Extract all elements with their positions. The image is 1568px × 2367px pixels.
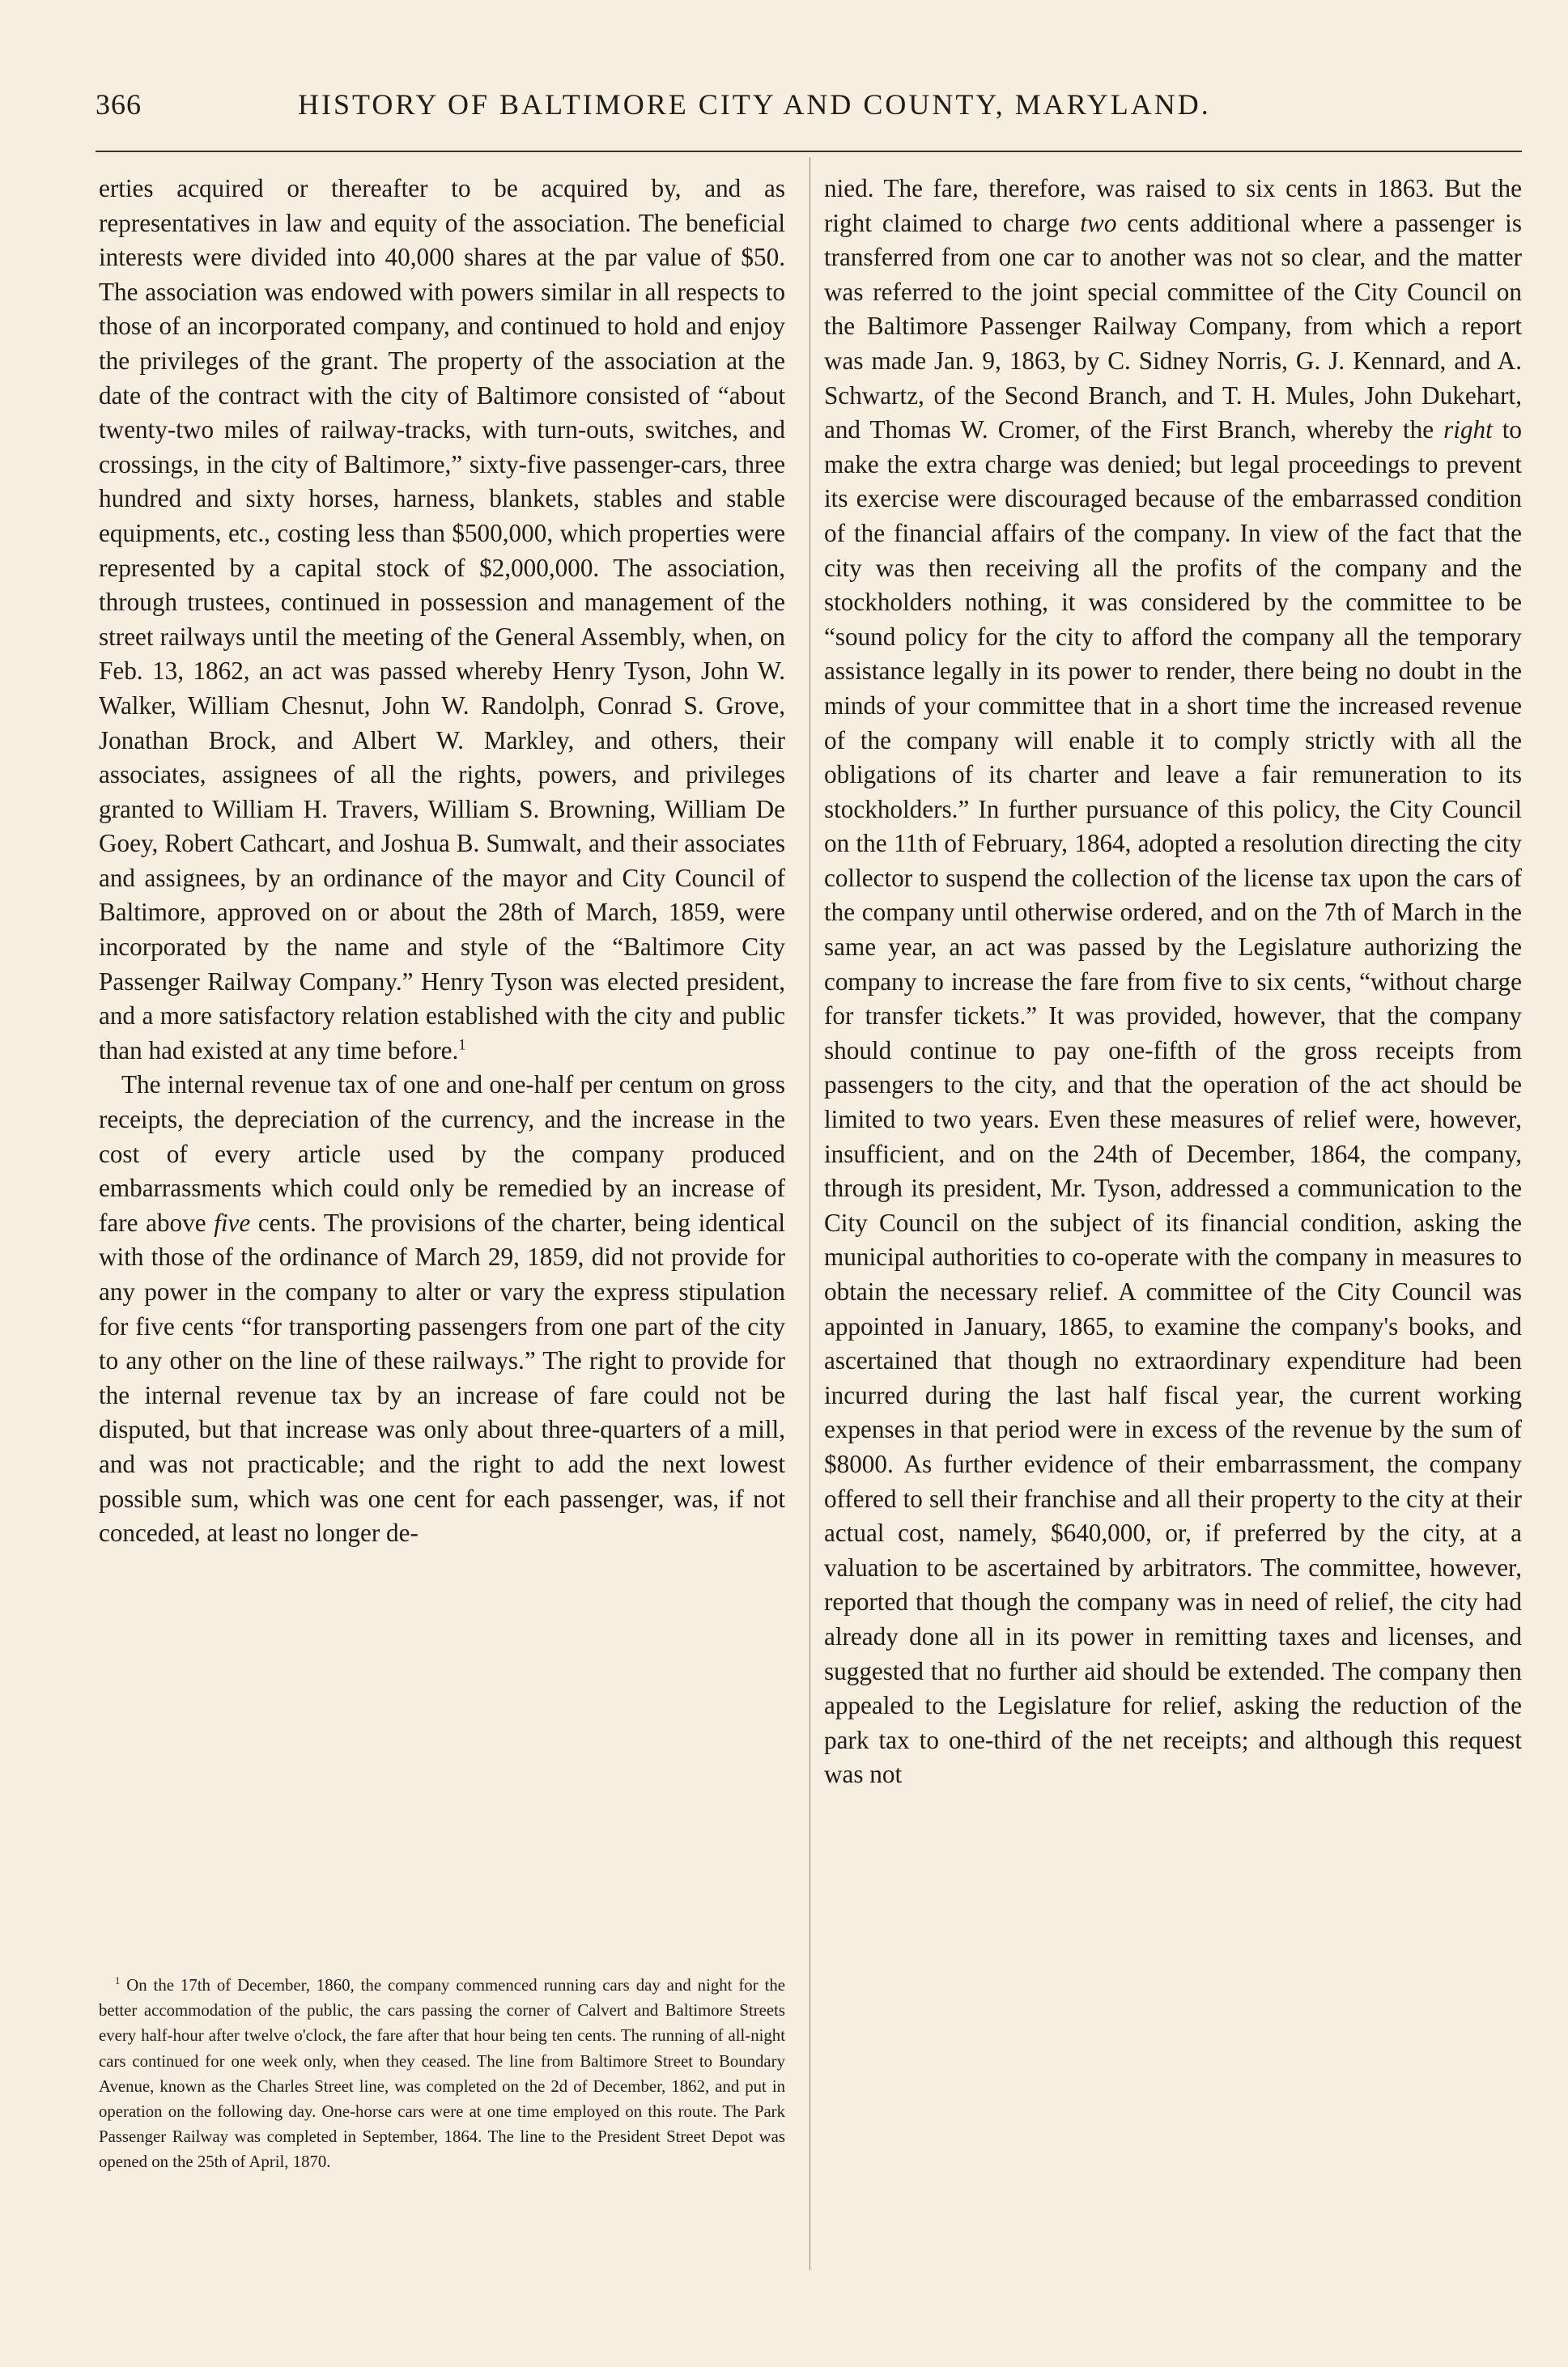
footnote-text: On the 17th of December, 1860, the company commenced running cars day and night for the better accommodation of the public, the cars passing the corner of Calvert and Baltimore Streets every half-hour after twelve o'clock, the fare after that hour being ten cents. The running of all-night cars continued for one week only, when they ceased. The line from Baltimore Street to Boundary Avenue, known as the Charles Street line, was completed on the 2d of December, 1862, and put in operation on the following day. One-horse cars were at one time employed on this route. The Park Passenger Railway was completed in September, 1864. The line to the President Street Depot was opened on the 25th of April, 1870. [99, 1976, 785, 2172]
paragraph-text: nied. The fare, therefore, was raised to six cents in 1863. But the right claimed to charge [824, 174, 1522, 237]
paragraph [824, 172, 1522, 1792]
paragraph-text: The internal revenue tax of one and one-half per centum on gross receipts, the depreciation of the currency, and the increase in the cost of every article used by the company produced embarrassments which could only be remedied by an increase of fare above [99, 1070, 785, 1237]
italic-text: right [1443, 415, 1493, 444]
left-column [99, 172, 785, 1551]
page-number: 366 [96, 88, 142, 121]
column-divider [809, 157, 810, 2270]
footnote-ref: 1 [458, 1036, 466, 1054]
paragraph-text: erties acquired or thereafter to be acquired by, and as representatives in law and equity of the association. The beneficial interests were divided into 40,000 shares at the par value of $50. The association was endowed with powers similar in all respects to those of an incorporated company, and continued to hold and enjoy the privileges of the grant. The property of the association at the date of the contract with the city of Baltimore consisted of “about twenty-two miles of railway-tracks, with turn-outs, switches, and crossings, in the city of Baltimore,” sixty-five passenger-cars, three hundred and sixty horses, harness, blankets, stables and stable equipments, etc., costing less than $500,000, which properties were represented by a capital stock of $2,000,000. The association, through trustees, continued in possession and management of the street railways until the meeting of the General Assembly, when, on Feb. 13, 1862, an act was passed whereby Henry Tyson, John W. Walker, William Chesnut, John W. Randolph, Conrad S. Grove, Jonathan Brock, and Albert W. Markley, and others, their associates, assignees of all the rights, powers, and privileges granted to William H. Travers, William S. Browning, William De Goey, Robert Cathcart, and Joshua B. Sumwalt, and their associates and assignees, by an ordinance of the mayor and City Council of Baltimore, approved on or about the 28th of March, 1859, were incorporated by the name and style of the “Baltimore City Passenger Railway Company.” Henry Tyson was elected president, and a more satisfactory relation established with the city and public than had existed at any time before. [99, 174, 785, 1065]
paragraph-text: cents additional where a passenger is transferred from one car to another was not so clear, and the matter was referred to the joint special committee of the City Council on the Baltimore Passenger Railway Company, from which a report was made Jan. 9, 1863, by C. Sidney Norris, G. J. Kennard, and A. Schwartz, of the Second Branch, and T. H. Mules, John Dukehart, and Thomas W. Cromer, of the First Branch, whereby the [824, 208, 1522, 444]
paragraph-text: to make the extra charge was denied; but legal proceedings to prevent its exercise were discouraged because of the embarrassed condition of the financial affairs of the company. In view of the fact that the city was then receiving all the profits of the company and the stockholders nothing, it was considered by the committee to be “sound policy for the city to afford the company all the temporary assistance legally in its power to render, there being no doubt in the minds of your committee that in a short time the increased revenue of the company will enable it to comply strictly with all the obligations of its charter and leave a fair remuneration to its stockholders.” In further pursuance of this policy, the City Council on the 11th of February, 1864, adopted a resolution directing the city collector to suspend the collection of the license tax upon the cars of the company until otherwise ordered, and on the 7th of March in the same year, an act was passed by the Legislature authorizing the company to increase the fare from five to six cents, “without charge for transfer tickets.” It was provided, however, that the company should continue to pay one-fifth of the gross receipts from passengers to the city, and that the operation of the act should be limited to two years. Even these measures of relief were, however, insufficient, and on the 24th of December, 1864, the company, through its president, Mr. Tyson, addressed a communication to the City Council on the subject of its financial condition, asking the municipal authorities to co-operate with the company in measures to obtain the necessary relief. A committee of the City Council was appointed in January, 1865, to examine the company's books, and ascertained that though no extraordinary expenditure had been incurred during the last half fiscal year, the current working expenses in that period were in excess of the revenue by the sum of $8000. As further evidence of their embarrassment, the company offered to sell their franchise and all their property to the city at their actual cost, namely, $640,000, or, if preferred by the city, at a valuation to be ascertained by arbitrators. The committee, however, reported that though the company was in need of relief, the city had already done all in its power in remitting taxes and licenses, and suggested that no further aid should be extended. The company then appealed to the Legislature for relief, asking the reduction of the park tax to one-third of the net receipts; and although this request was not [824, 415, 1522, 1789]
footnote [99, 1973, 785, 2175]
header-rule [96, 151, 1522, 152]
right-column [824, 172, 1522, 1792]
paragraph [99, 1068, 785, 1550]
running-title: HISTORY OF BALTIMORE CITY AND COUNTY, MARYLAND. [298, 88, 1211, 121]
page-header [96, 87, 1522, 128]
italic-text: two [1080, 208, 1117, 237]
paragraph-text: cents. The provisions of the charter, being identical with those of the ordinance of March 29, 1859, did not provide for any power in the company to alter or vary the express stipulation for five cents “for transporting passengers from one part of the city to any other on the line of these railways.” The right to provide for the internal revenue tax by an increase of fare could not be disputed, but that increase was only about three-quarters of a mill, and was not practicable; and the right to add the next lowest possible sum, which was one cent for each passenger, was, if not conceded, at least no longer de- [99, 1208, 785, 1548]
italic-text: five [214, 1208, 251, 1237]
footnotes [99, 1973, 785, 2175]
paragraph [99, 172, 785, 1068]
footnote-marker: 1 [115, 1975, 121, 1987]
